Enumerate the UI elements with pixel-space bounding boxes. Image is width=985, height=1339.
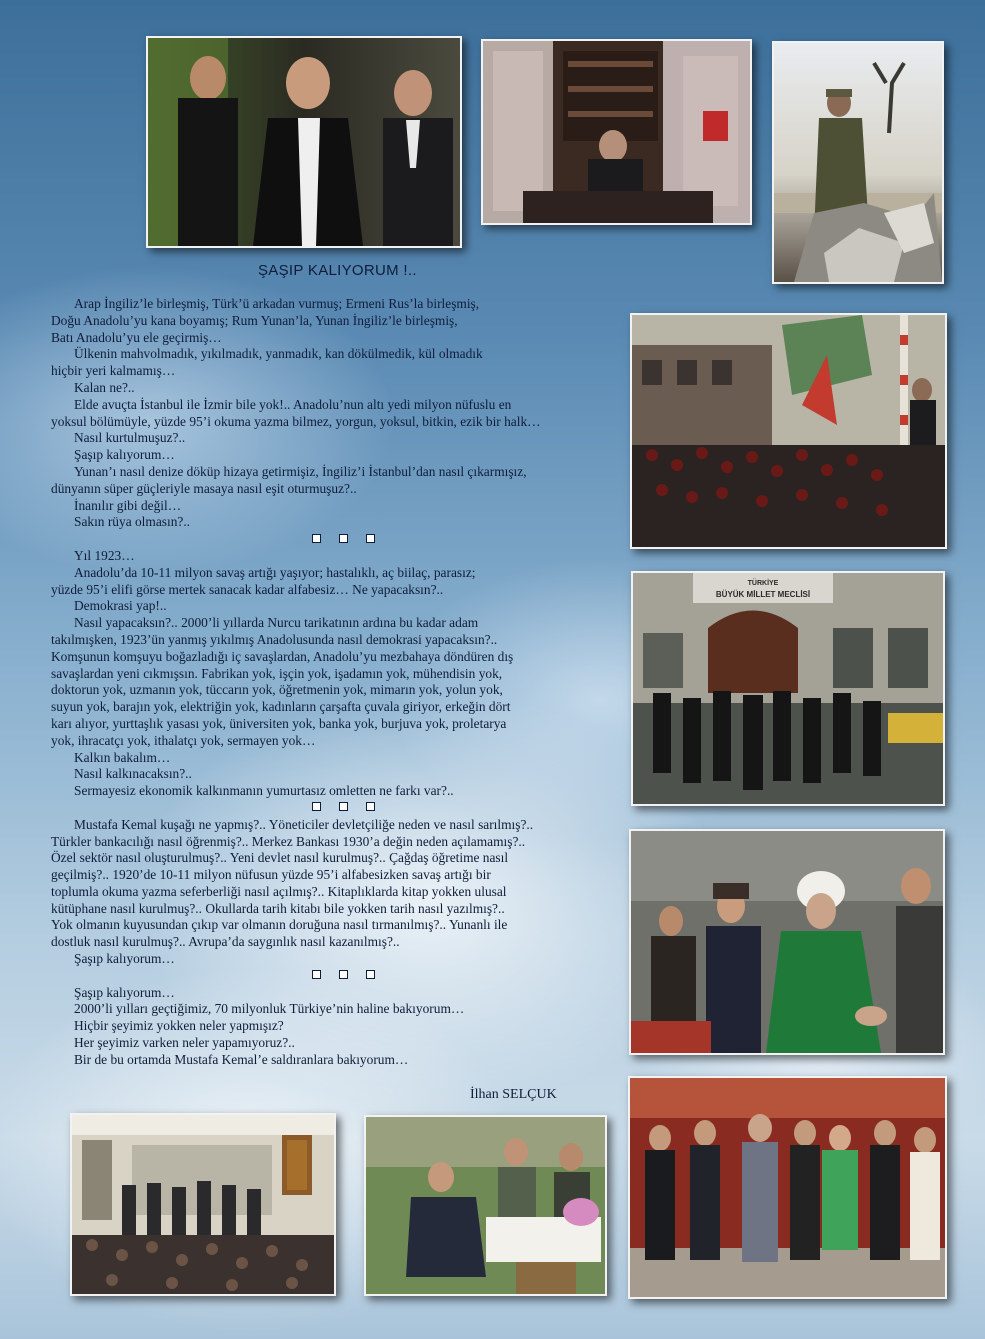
photo-crowd-flags — [630, 313, 947, 549]
text-line: Nasıl yapacaksın?.. 2000’li yıllarda Nurcu tarikatının ardına bu kadar adam — [74, 615, 479, 631]
separator-square — [339, 534, 348, 543]
text-line: Türkler bankacılığı nasıl öğrenmiş?.. Merkez Bankası 1930’a değin neden açılamamış?.. — [51, 833, 526, 849]
text-line: geçilmiş?.. 1920’de 10-11 milyon nüfusun yüzde 95’i alfabesizken savaş artığı bir — [51, 867, 491, 883]
text-line: kütüphane nasıl kurulmuş?.. Okullarda tarih kitabı bile yokken tarih nasıl yazılmış?.. — [51, 900, 505, 916]
photo-soldier-rocks — [772, 41, 944, 284]
separator-square — [339, 970, 348, 979]
separator-square — [366, 970, 375, 979]
separator-square — [339, 802, 348, 811]
text-line: 2000’li yılları geçtiğimiz, 70 milyonluk Türkiye’nin haline bakıyorum… — [74, 1001, 465, 1017]
text-line: yoksul bölümüyle, yüzde 95’i okuma yazma bilmez, yorgun, yoksul, bitkin, ezik bir halk… — [51, 413, 541, 429]
text-line: Yunan’ı nasıl denize döküp hizaya getirmişiz, İngiliz’i İstanbul’dan nasıl çıkarmışız, — [74, 463, 527, 479]
text-line: toplumla okuma yazma seferberliği nasıl açılmış?.. Kitaplıklarda kitap yokken ulusal — [51, 883, 507, 899]
text-line: Komşunun komşuyu boğazladığı iç savaşlardan, Anadolu’yu mezbahaya döndüren dış — [51, 648, 514, 664]
text-line: savaşlardan yeni cıkmışsın. Fabrikan yok, işçin yok, işadamın yok, mühendisin yok, — [51, 665, 503, 681]
text-line: yüzde 95’i elifi görse mertek sanacak kadar alfabesiz… Ne yapacaksın?.. — [51, 581, 444, 597]
text-line: karı alıyor, yurttaşlık yasası yok, üniversiten yok, banka yok, burjuva yok, proletarya — [51, 715, 507, 731]
text-line: Şaşıp kalıyorum… — [74, 447, 175, 463]
text-line: yok, ihracatçı yok, ithalatçı yok, sermayen yok… — [51, 732, 316, 748]
parliament-sign-line2: BÜYÜK MİLLET MECLİSİ — [715, 590, 811, 599]
text-line: Ülkenin mahvolmadık, yıkılmadık, yanmadık, kan dökülmedik, kül olmadık — [74, 346, 483, 362]
separator-square — [366, 802, 375, 811]
photo-formal-meeting — [146, 36, 462, 248]
section-separator — [51, 800, 636, 817]
text-line: suyun yok, barajın yok, elektriğin yok, kadınların çarşafta çuvala giriyor, erkeğin dört — [51, 699, 511, 715]
text-line: Sakın rüya olmasın?.. — [74, 514, 191, 530]
photo-courtyard-crowd — [70, 1113, 336, 1296]
photo-desk-library — [481, 39, 752, 225]
text-line: Bir de bu ortamda Mustafa Kemal’e saldıranlara bakıyorum… — [74, 1051, 409, 1067]
text-line: Şaşıp kalıyorum… — [74, 951, 175, 967]
text-line: Arap İngiliz’le birleşmiş, Türk’ü arkadan vurmuş; Ermeni Rus’la birleşmiş, — [74, 296, 480, 311]
text-line: Doğu Anadolu’yu kana boyamış; Rum Yunan’la, Yunan İngiliz’le birleşmiş, — [51, 312, 458, 328]
text-line: Şaşıp kalıyorum… — [74, 984, 175, 1000]
text-line: Anadolu’da 10-11 milyon savaş artığı yaşıyor; hastalıklı, aç biilaç, parasız; — [74, 564, 476, 580]
text-line: Kalkın bakalım… — [74, 749, 171, 765]
photo-parliament — [631, 571, 945, 806]
photo-garden-table — [364, 1115, 607, 1296]
text-line: Yıl 1923… — [74, 547, 135, 563]
photo-prayer-gathering — [629, 829, 945, 1055]
text-line: Hiçbir şeyimiz yokken neler yapmışız? — [74, 1018, 284, 1034]
text-line: İnanılır gibi değil… — [74, 497, 182, 513]
text-line: Mustafa Kemal kuşağı ne yapmış?.. Yöneticiler devletçiliğe neden ve nasıl sarılmış?.. — [74, 816, 534, 832]
text-line: Batı Anadolu’yu ele geçirmiş… — [51, 329, 222, 345]
text-line: doktorun yok, uzmanın yok, tüccarın yok, öğretmenin yok, mimarın yok, yolun yok, — [51, 682, 503, 698]
separator-square — [312, 802, 321, 811]
text-line: Elde avuçta İstanbul ile İzmir bile yok!.. Anadolu’nun altı yedi milyon nüfuslu en — [74, 396, 512, 412]
section-separator — [51, 531, 636, 548]
parliament-sign-line1: TÜRKİYE — [747, 580, 779, 587]
separator-square — [366, 534, 375, 543]
separator-square — [312, 970, 321, 979]
photo-group-steps — [628, 1076, 947, 1299]
text-line: Sermayesiz ekonomik kalkınmanın yumurtasız omletten ne farkı var?.. — [74, 783, 454, 799]
section-separator — [51, 968, 636, 985]
text-line: dostluk nasıl kurulmuş?.. Avrupa’da saygınlık nasıl kazanılmış?.. — [51, 934, 400, 950]
text-line: Özel sektör nasıl oluşturulmuş?.. Yeni devlet nasıl kurulmuş?.. Çağdaş öğretime nasıl — [51, 850, 509, 866]
separator-square — [312, 534, 321, 543]
text-line: Nasıl kurtulmuşuz?.. — [74, 430, 186, 446]
text-line: hiçbir yeri kalmamış… — [51, 363, 176, 379]
text-line: Her şeyimiz varken neler yapamıyoruz?.. — [74, 1035, 295, 1051]
article-author: İlhan SELÇUK — [470, 1087, 557, 1102]
text-line: Kalan ne?.. — [74, 379, 135, 395]
text-line: Nasıl kalkınacaksın?.. — [74, 766, 192, 782]
text-line: Yok olmanın kuyusundan çıkıp var olmanın doruğuna nasıl tırmanılmış?.. Yunanlı ile — [51, 917, 508, 933]
article-title: ŞAŞIP KALIYORUM !.. — [258, 262, 417, 279]
article-body — [51, 296, 636, 1069]
text-line: dünyanın süper güçleriyle masaya nasıl eşit oturmuşuz?.. — [51, 480, 357, 496]
text-line: takılmışken, 1923’ün yanmış yıkılmış Anadolusunda nasıl demokrasi yapacaksın?.. — [51, 631, 498, 647]
text-line: Demokrasi yap!.. — [74, 598, 167, 614]
